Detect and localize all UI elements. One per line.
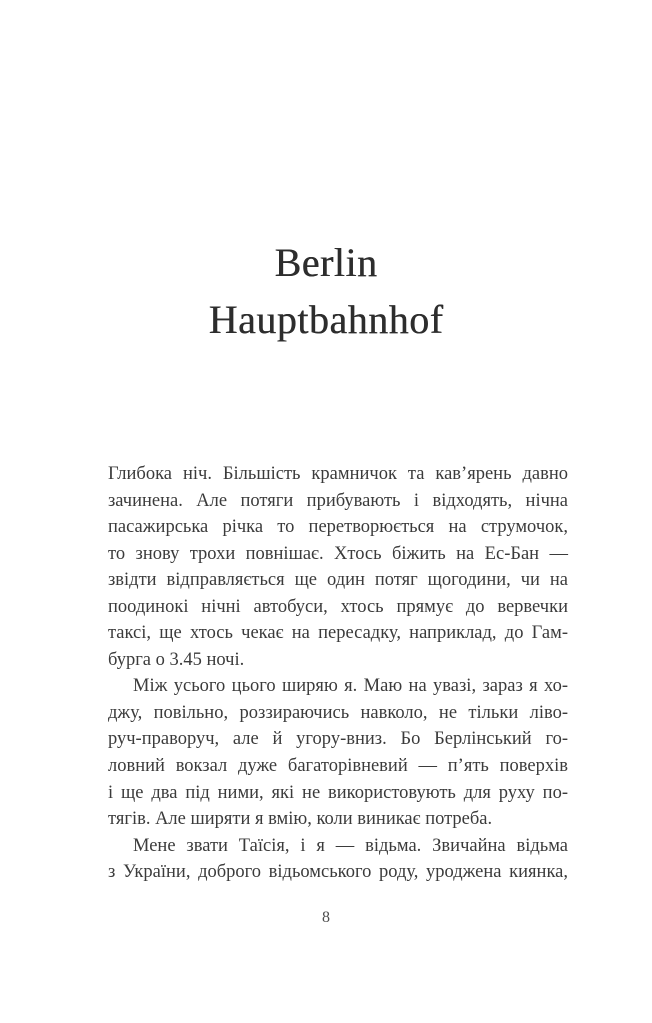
chapter-title-line-1: Berlin [274,240,378,285]
text-line: зачинена. Але потяги прибувають і відходять, нічна [108,490,568,511]
paragraph-2 [108,673,568,832]
text-line: тягів. Але ширяти я вмію, коли виникає потреба. [108,809,493,830]
text-line: Мене звати Таїсія, і я — відьма. Звичайна відьма [133,835,568,856]
chapter-title-line-2: Hauptbahnhof [208,297,444,342]
page-footer [0,905,652,931]
text-line: ловний вокзал дуже багаторівневий — п’ять поверхів [108,756,568,777]
text-line: бурга о 3.45 ночі. [108,649,245,670]
text-line: поодинокі нічні автобуси, хтось прямує до вервечки [108,596,568,617]
text-line: і ще два під ними, які не використовують для руху по- [108,782,568,803]
body-text [108,461,568,886]
text-line: Глибока ніч. Більшість крамничок та кав’ярень давно [108,464,568,484]
text-line: пасажирська річка то перетворюється на струмочок, [108,517,568,538]
page-number: 8 [322,909,330,926]
text-line: то знову трохи повнішає. Хтось біжить на Ес-Бан — [108,543,568,564]
paragraph-1 [108,461,568,673]
text-line: Між усього цього ширяю я. Маю на увазі, зараз я хо- [133,676,568,697]
text-line: звідти відправляється ще один потяг щогодини, чи на [108,570,568,591]
paragraph-3 [108,833,568,886]
text-line: таксі, ще хтось чекає на пересадку, наприклад, до Гам- [108,623,568,644]
text-line: руч-праворуч, але й угору-вниз. Бо Берлінський го- [108,729,568,750]
text-line: джу, повільно, роззираючись навколо, не тільки ліво- [108,702,568,723]
text-line: з України, доброго відьомського роду, уроджена киянка, [108,862,568,883]
chapter-heading [0,234,652,348]
